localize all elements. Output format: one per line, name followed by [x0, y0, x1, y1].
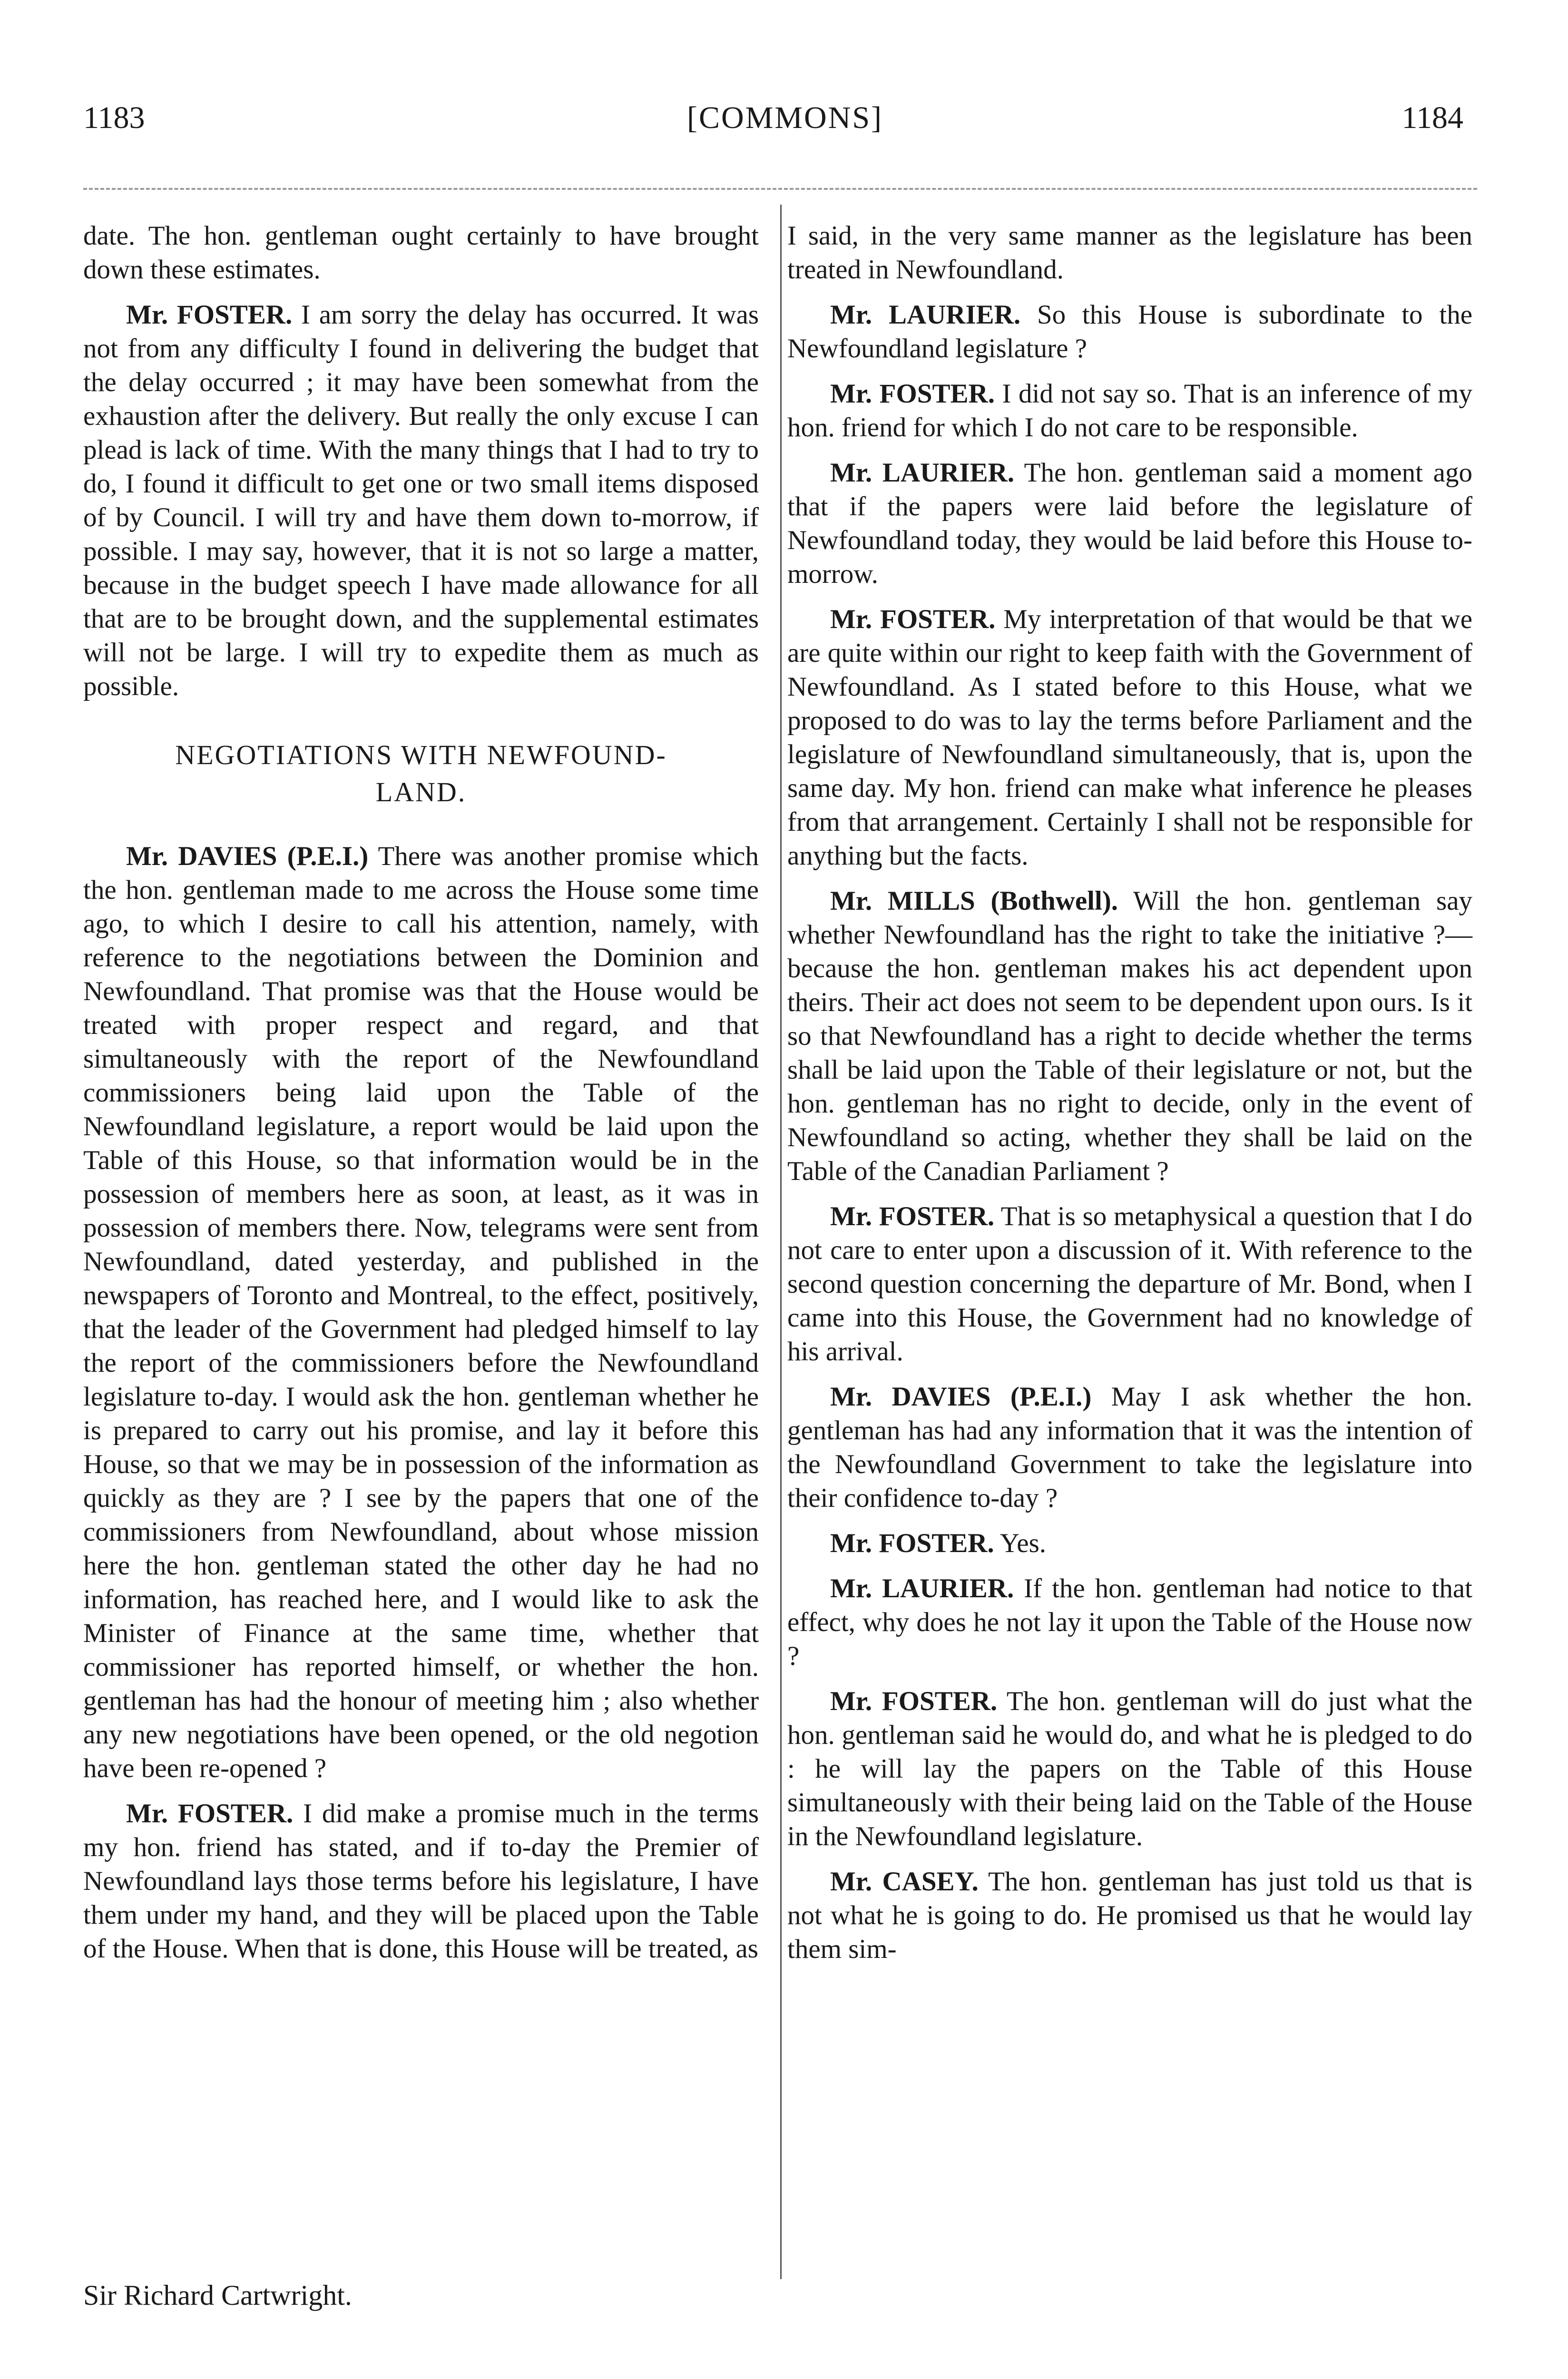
paragraph: [83, 1797, 759, 1966]
paragraph-text: I am sorry the delay has occurred. It was not from any difficulty I found in delivering the budget that the delay occurred ; it may have been somewhat from the exhaustion after the delivery. But really the only excuse I can plead is lack of time. With the many things that I had to try to do, I found it difficult to get one or two small items disposed of by Council. I will try and have them down to-morrow, if possible. I may say, however, that it is not so large a matter, because in the budget speech I have made allowance for all that are to be brought down, and the supplemental estimates will not be large. I will try to expedite them as much as possible.: [83, 300, 759, 701]
speaker-name: Mr. LAURIER.: [830, 1573, 1014, 1603]
paragraph: [787, 1865, 1472, 1966]
paragraph-text: I said, in the very same manner as the legislature has been treated in Newfoundland.: [787, 221, 1472, 285]
paragraph-text: If the hon. gentleman had notice to that effect, why does he not lay it upon the Table of the House now ?: [787, 1573, 1472, 1671]
speaker-name: Mr. FOSTER.: [830, 1686, 998, 1716]
speaker-name: Mr. DAVIES (P.E.I.): [830, 1382, 1092, 1412]
paragraph: [83, 219, 759, 286]
paragraph-text: That is so metaphysical a question that I do not care to enter upon a discussion of it. With reference to the second question concerning the departure of Mr. Bond, when I came into this House, the Government had no knowledge of his arrival.: [787, 1201, 1472, 1366]
paragraph-text: I did not say so. That is an inference of my hon. friend for which I do not care to be responsible.: [787, 379, 1473, 442]
speaker-name: Mr. DAVIES (P.E.I.): [126, 841, 369, 871]
paragraph: [787, 1526, 1472, 1560]
column-divider: [780, 205, 782, 2279]
paragraph-text: Yes.: [994, 1528, 1046, 1558]
speaker-name: Mr. FOSTER.: [830, 604, 996, 634]
speaker-name: Mr. FOSTER.: [126, 1799, 294, 1828]
running-title: [COMMONS]: [686, 100, 883, 135]
speaker-name: Mr. LAURIER.: [830, 300, 1021, 330]
page-number-right: 1184: [1401, 100, 1463, 135]
section-heading: NEGOTIATIONS WITH NEWFOUND- LAND.: [175, 739, 667, 807]
paragraph-text: My interpretation of that would be that we are quite within our right to keep faith with the Government of Newfoundland. As I stated before to this House, what we proposed to do was to lay the terms before Parliament and the legislature of Newfoundland simultaneously, that is, upon the same day. My hon. friend can make what inference he pleases from that arrangement. Certainly I shall not be responsible for anything but the facts.: [787, 604, 1472, 871]
speaker-name: Mr. FOSTER.: [830, 1201, 995, 1231]
speaker-name: Mr. FOSTER.: [126, 300, 293, 330]
paragraph-text: So this House is subordinate to the Newfoundland legislature ?: [787, 300, 1472, 364]
paragraph: [787, 884, 1472, 1188]
paragraph: [83, 298, 759, 703]
paragraph: [787, 219, 1472, 286]
paragraph: [787, 1572, 1472, 1673]
paragraph: [787, 1380, 1472, 1515]
header-rule: [83, 188, 1477, 190]
speaker-name: Mr. FOSTER.: [830, 379, 995, 409]
paragraph-text: There was another promise which the hon. gentleman made to me across the House some time ago, to which I desire to call his attention, namely, with reference to the negotiations between the Dominion and Newfoundland. That promise was that the House would be treated with proper respect and regard, and that simultaneously with the report of the Newfoundland commissioners being laid upon the Table of the Newfoundland legislature, a report would be laid upon the Table of this House, so that information would be in the possession of members here as soon, at least, as it was in possession of members there. Now, telegrams were sent from Newfoundland, dated yesterday, and published in the newspapers of Toronto and Montreal, to the effect, positively, that the leader of the Government had pledged himself to lay the report of the commissioners before the Newfoundland legislature to-day. I would ask the hon. gentleman whether he is prepared to carry out his promise, and lay it before this House, so that we may be in possession of the information as quickly as they are ? I see by the papers that one of the commissioners from Newfoundland, about whose mission here the hon. gentleman stated the other day he had no information, has reached here, and I would like to ask the Minister of Finance at the same time, whether that commissioner has reported himself, or whether the hon. gentleman has had the honour of meeting him ; also whether any new negotiations have been opened, or the old negotion have been re-opened ?: [83, 841, 759, 1783]
paragraph-text: May I ask whether the hon. gentleman has had any information that it was the intention of the Newfoundland Government to take the legislature into their confidence to-day ?: [787, 1382, 1472, 1513]
right-column: [787, 219, 1472, 1977]
paragraph: [787, 1199, 1472, 1368]
paragraph: [787, 298, 1472, 365]
paragraph-text: The hon. gentleman will do just what the hon. gentleman said he would do, and what he is pledged to do : he will lay the papers on the Table of this House simultaneously with their being laid on the Table of the House in the Newfoundland legislature.: [787, 1686, 1473, 1851]
page-header: [0, 100, 1568, 157]
paragraph: [787, 1684, 1472, 1853]
paragraph-text: I did make a promise much in the terms my hon. friend has stated, and if to-day the Premier of Newfoundland lays those terms before his legislature, I have them under my hand, and they will be placed upon the Table of the House. When that is done, this House will be treated, as: [83, 1799, 759, 1964]
page-number-left: 1183: [83, 100, 145, 135]
speaker-name: Mr. CASEY.: [830, 1867, 979, 1897]
paragraph-text: date. The hon. gentleman ought certainly to have brought down these estimates.: [83, 221, 759, 285]
speaker-name: Mr. MILLS (Bothwell).: [830, 886, 1118, 916]
footer-speaker-name: Sir Richard Cartwright.: [83, 2280, 352, 2311]
paragraph: [787, 456, 1472, 591]
footer-attribution: [83, 2279, 759, 2312]
paragraph: [787, 602, 1472, 873]
paragraph-text: Will the hon. gentleman say whether Newfoundland has the right to take the initiative ?—because the hon. gentleman makes his act dependent upon theirs. Their act does not seem to be dependent upon ours. Is it so that Newfoundland has a right to decide whether the terms shall be laid upon the Table of their legislature or not, but the hon. gentleman has no right to decide, only in the event of Newfoundland so acting, whether they shall be laid on the Table of the Canadian Parliament ?: [787, 886, 1472, 1186]
left-column: [83, 219, 759, 1977]
paragraph: [787, 377, 1472, 444]
paragraph-text: The hon. gentleman has just told us that is not what he is going to do. He promised us that he would lay them sim-: [787, 1867, 1472, 1964]
speaker-name: Mr. FOSTER.: [830, 1528, 994, 1558]
paragraph-text: The hon. gentleman said a moment ago that if the papers were laid before the legislature of Newfoundland today, they would be laid before this House to-morrow.: [787, 458, 1472, 589]
speaker-name: Mr. LAURIER.: [830, 458, 1014, 488]
paragraph: [83, 839, 759, 1785]
